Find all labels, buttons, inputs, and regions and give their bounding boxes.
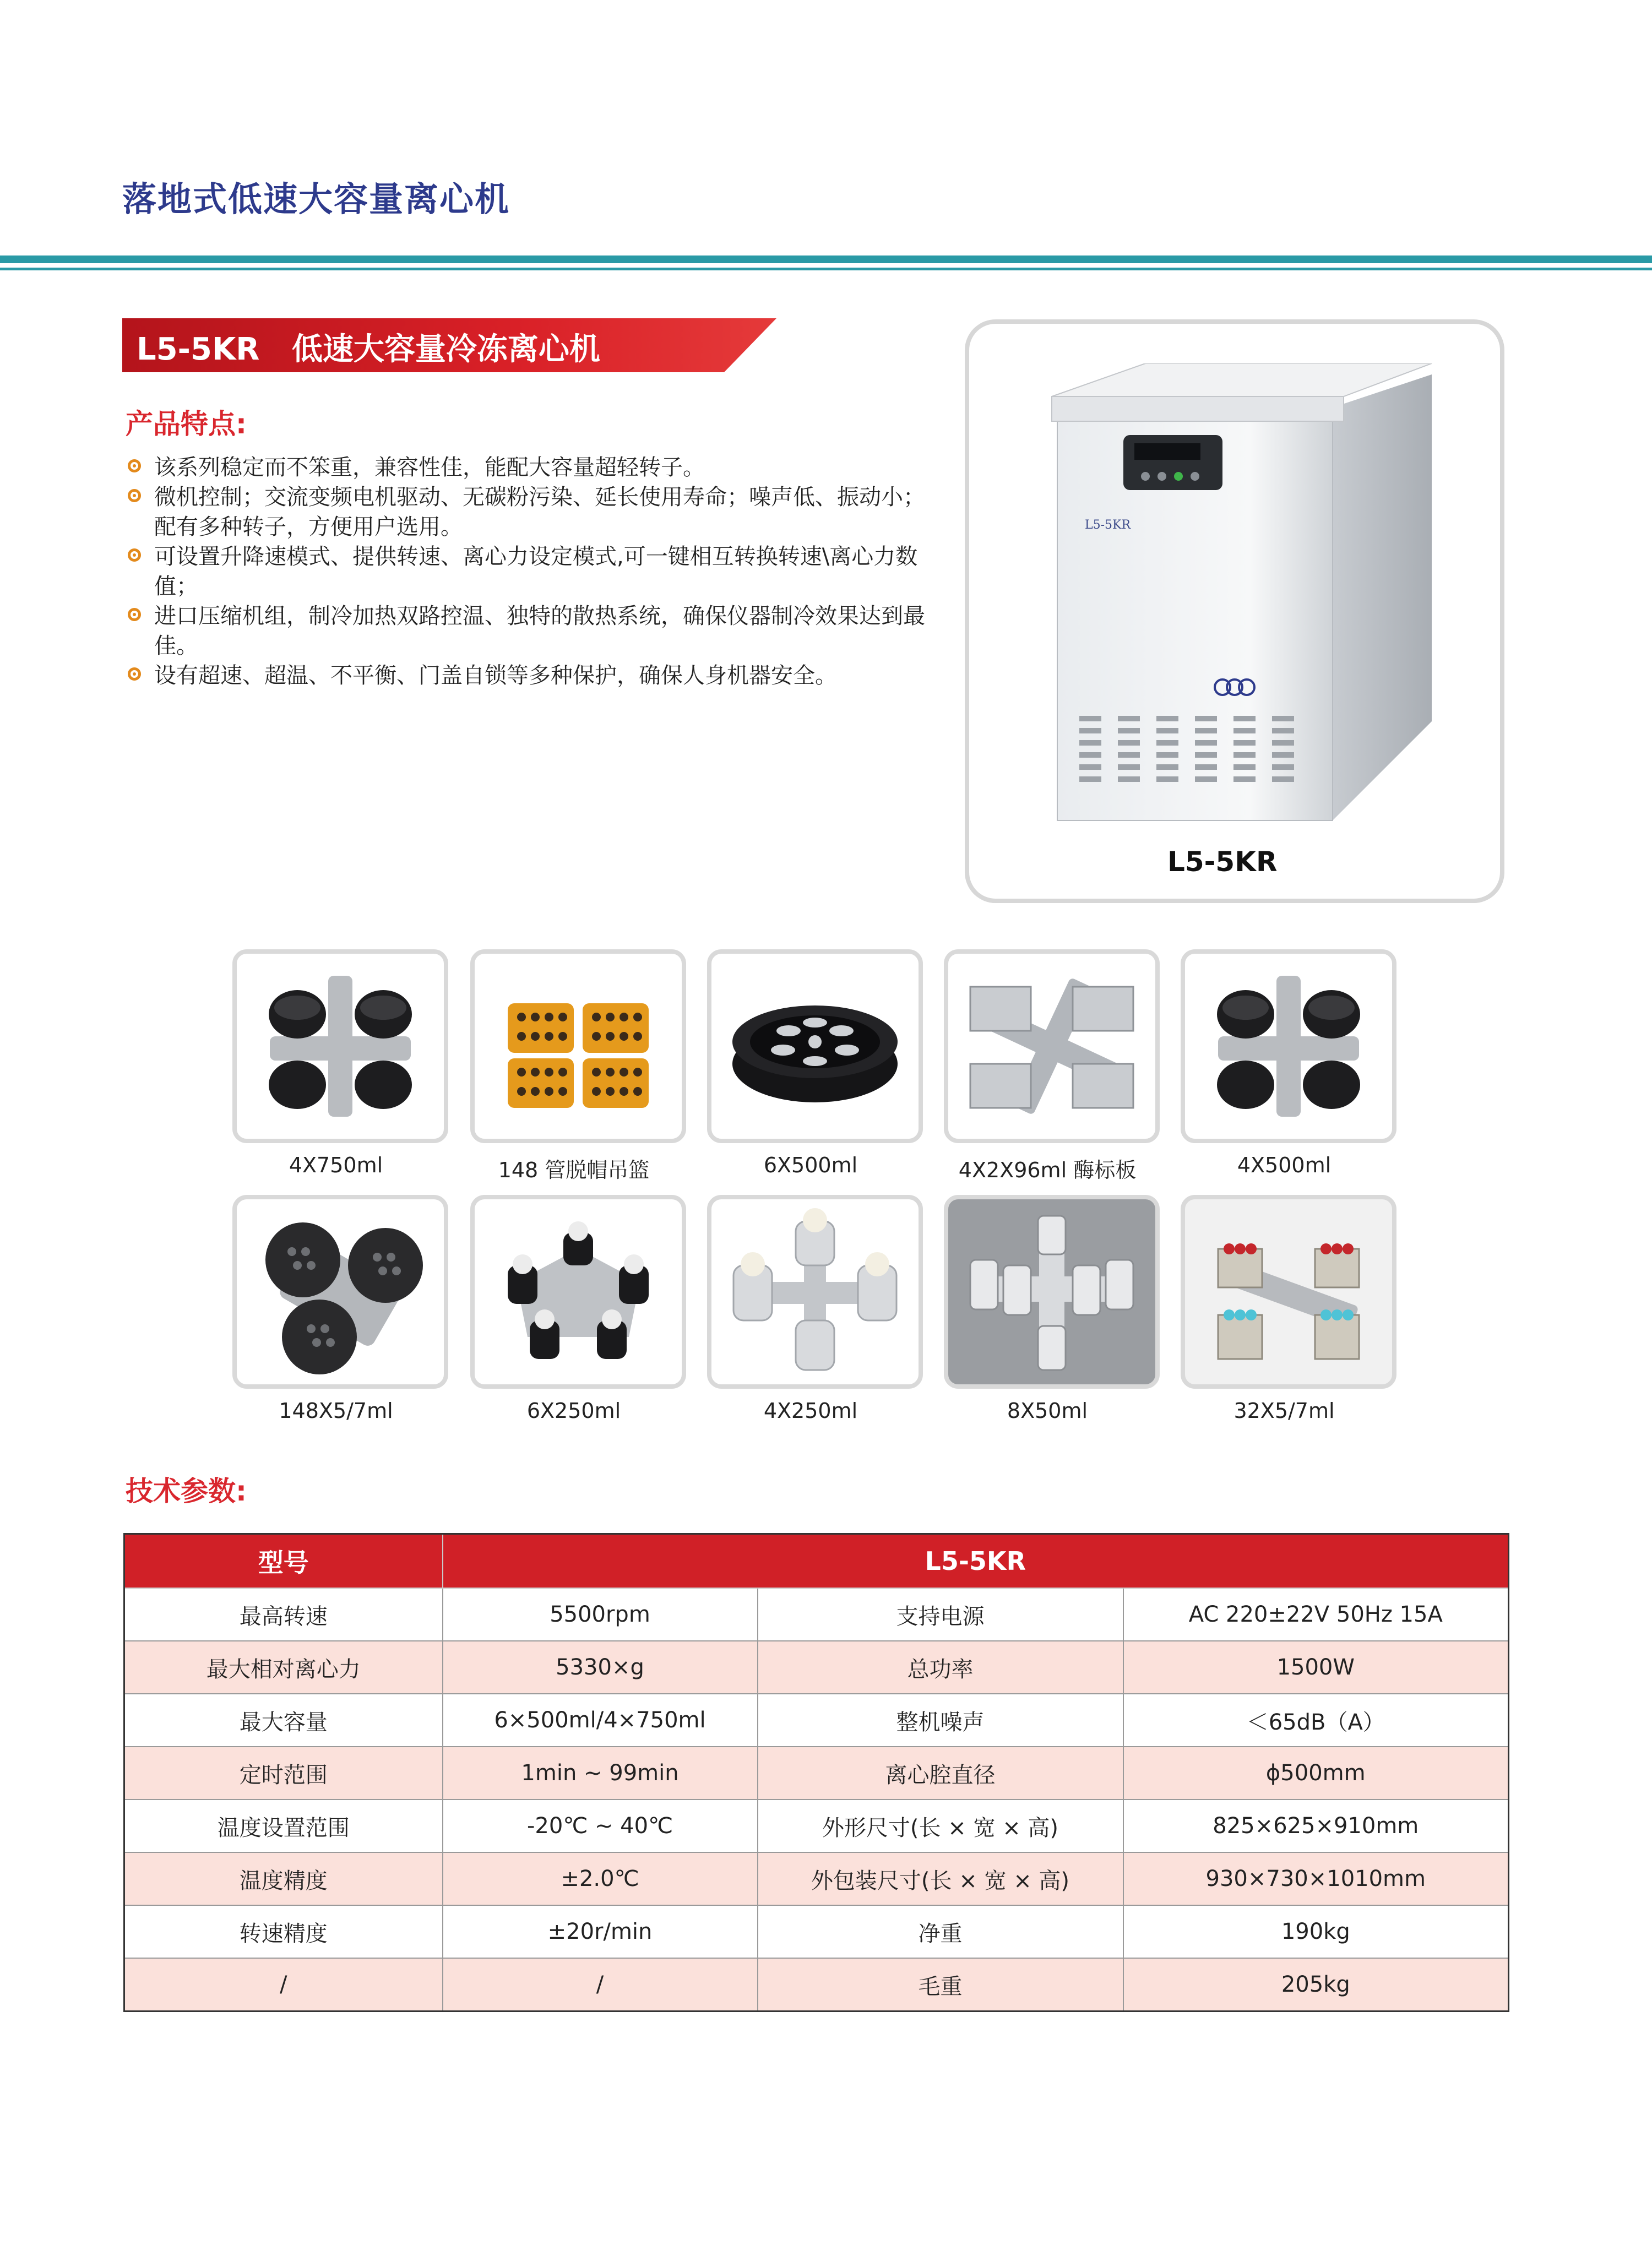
table-row: [124, 1588, 1509, 1641]
table-cell: ＜65dB（A）: [1123, 1694, 1509, 1747]
table-cell: /: [443, 1958, 758, 2012]
feature-item: [128, 661, 921, 691]
table-cell: ϕ500mm: [1123, 1747, 1509, 1800]
table-row: [124, 1747, 1509, 1800]
table-row: [124, 1905, 1509, 1958]
feature-item: [128, 542, 936, 601]
features-list: [128, 453, 925, 691]
centrifuge-image: [1035, 363, 1443, 831]
table-cell: 1min ~ 99min: [443, 1747, 758, 1800]
table-cell: 温度设置范围: [124, 1800, 443, 1852]
feature-item: [128, 453, 921, 482]
rotor-image-7: [707, 1195, 923, 1389]
machine-front-label: L5-5KR: [1085, 518, 1131, 532]
swing-bucket-rotor-icon: [948, 1199, 1155, 1384]
page-title: 落地式低速大容量离心机: [122, 179, 510, 219]
rotor-image-2: [707, 949, 923, 1143]
table-row: [124, 1800, 1509, 1852]
table-cell: 1500W: [1123, 1641, 1509, 1694]
rotor-label: 4X500ml: [1237, 1153, 1332, 1177]
rotor-label: 6X500ml: [763, 1153, 858, 1177]
model-banner-text: [137, 325, 600, 369]
table-cell: 净重: [758, 1905, 1123, 1958]
table-row: [124, 1852, 1509, 1905]
angle-rotor-icon: [711, 954, 919, 1139]
table-cell: 5500rpm: [443, 1588, 758, 1641]
table-header-row: [124, 1534, 1509, 1589]
header-divider: [0, 256, 1652, 263]
rotor-label: 8X50ml: [1007, 1399, 1088, 1423]
rotor-label: 148 管脱帽吊篮: [498, 1158, 650, 1182]
rotor-image-0: [232, 949, 448, 1143]
table-cell: 190kg: [1123, 1905, 1509, 1958]
rotor-image-9: [1181, 1195, 1396, 1389]
feature-item: [128, 482, 925, 542]
swing-bucket-rotor-icon: [1185, 954, 1392, 1139]
table-cell: 离心腔直径: [758, 1747, 1123, 1800]
feature-text: 该系列稳定而不笨重，兼容性佳，能配大容量超轻转子。: [154, 455, 705, 480]
banner-model: L5-5KR: [137, 331, 260, 367]
bullet-icon: [128, 548, 141, 562]
bullet-icon: [128, 459, 141, 472]
table-cell: 外形尺寸(长 × 宽 × 高): [758, 1800, 1123, 1852]
table-cell: 定时范围: [124, 1747, 443, 1800]
table-row: [124, 1958, 1509, 2012]
banner-name: 低速大容量冷冻离心机: [291, 331, 600, 367]
features-heading: 产品特点:: [126, 408, 247, 440]
tube-basket-icon: [475, 954, 682, 1139]
rotor-label: 148X5/7ml: [279, 1399, 393, 1423]
table-cell: ±20r/min: [443, 1905, 758, 1958]
table-cell: 温度精度: [124, 1852, 443, 1905]
table-cell: AC 220±22V 50Hz 15A: [1123, 1588, 1509, 1641]
microplate-carrier-icon: [948, 954, 1155, 1139]
table-header-cell: 型号: [124, 1534, 443, 1589]
feature-item: [128, 601, 936, 661]
table-cell: 转速精度: [124, 1905, 443, 1958]
rotor-image-3: [944, 949, 1160, 1143]
table-cell: ±2.0℃: [443, 1852, 758, 1905]
feature-text: 可设置升降速模式、提供转速、离心力设定模式,可一键相互转换转速\离心力数值；: [154, 544, 918, 599]
header-divider-thin: [0, 268, 1652, 270]
table-row: [124, 1641, 1509, 1694]
table-row: [124, 1694, 1509, 1747]
swing-bucket-rotor-icon: [475, 1199, 682, 1384]
feature-text: 设有超速、超温、不平衡、门盖自锁等多种保护，确保人身机器安全。: [154, 663, 837, 688]
swing-bucket-rotor-icon: [711, 1199, 919, 1384]
bullet-icon: [128, 608, 141, 621]
table-cell: 930×730×1010mm: [1123, 1852, 1509, 1905]
table-header-cell: L5-5KR: [443, 1534, 1509, 1589]
table-cell: 整机噪声: [758, 1694, 1123, 1747]
table-cell: 最大容量: [124, 1694, 443, 1747]
bullet-icon: [128, 489, 141, 502]
rotor-label: 32X5/7ml: [1233, 1399, 1335, 1423]
specs-heading: 技术参数:: [126, 1475, 247, 1507]
rotor-label: 6X250ml: [526, 1399, 621, 1423]
table-cell: /: [124, 1958, 443, 2012]
table-cell: 支持电源: [758, 1588, 1123, 1641]
feature-text: 微机控制；交流变频电机驱动、无碳粉污染、延长使用寿命；噪声低、振动小；配有多种转子，方便用户选用。: [154, 485, 925, 540]
table-cell: 6×500ml/4×750ml: [443, 1694, 758, 1747]
tube-rack-rotor-icon: [1185, 1199, 1392, 1384]
table-cell: 5330×g: [443, 1641, 758, 1694]
rotor-image-5: [232, 1195, 448, 1389]
table-cell: -20℃ ~ 40℃: [443, 1800, 758, 1852]
feature-text: 进口压缩机组，制冷加热双路控温、独特的散热系统，确保仪器制冷效果达到最佳。: [154, 604, 925, 659]
product-photo-caption: L5-5KR: [1167, 846, 1278, 878]
table-cell: 205kg: [1123, 1958, 1509, 2012]
rotor-label: 4X250ml: [763, 1399, 858, 1423]
table-cell: 毛重: [758, 1958, 1123, 2012]
rotor-image-6: [470, 1195, 686, 1389]
table-cell: 外包装尺寸(长 × 宽 × 高): [758, 1852, 1123, 1905]
swing-bucket-rotor-icon: [237, 954, 444, 1139]
rotor-image-4: [1181, 949, 1396, 1143]
spec-table: [123, 1533, 1509, 2012]
table-cell: 最高转速: [124, 1588, 443, 1641]
rotor-image-8: [944, 1195, 1160, 1389]
rotor-label: 4X750ml: [289, 1153, 383, 1177]
rotor-label: 4X2X96ml 酶标板: [958, 1158, 1137, 1182]
rotor-image-1: [470, 949, 686, 1143]
table-cell: 最大相对离心力: [124, 1641, 443, 1694]
table-cell: 总功率: [758, 1641, 1123, 1694]
table-cell: 825×625×910mm: [1123, 1800, 1509, 1852]
tube-basket-icon: [237, 1199, 444, 1384]
bullet-icon: [128, 667, 141, 681]
